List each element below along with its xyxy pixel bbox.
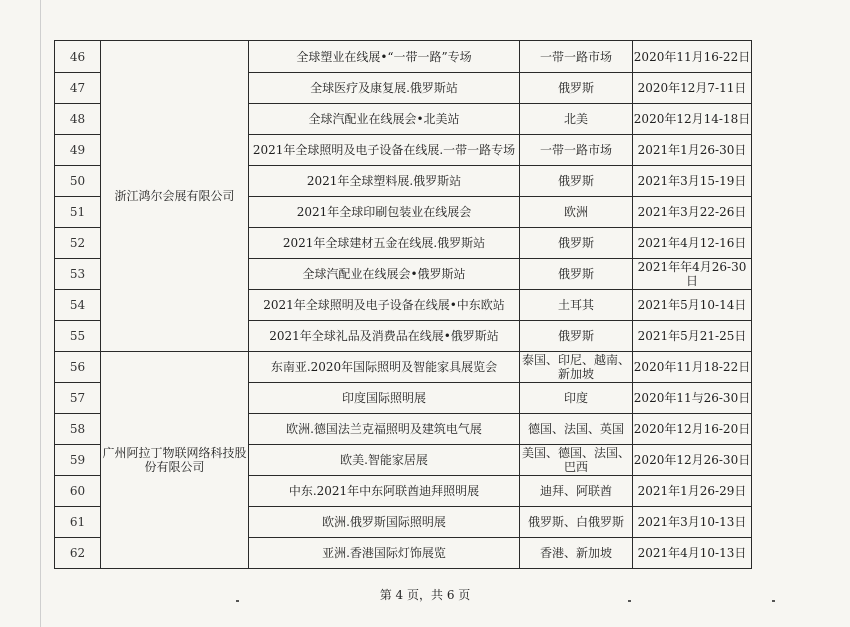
exhibition-date: 2020年12月16-20日: [633, 414, 752, 445]
row-number: 58: [55, 414, 101, 445]
exhibition-date: 2021年3月10-13日: [633, 507, 752, 538]
row-number: 47: [55, 73, 101, 104]
exhibition-name: 欧美.智能家居展: [249, 445, 520, 476]
row-number: 61: [55, 507, 101, 538]
exhibition-date: 2020年11月18-22日: [633, 352, 752, 383]
exhibition-date: 2021年1月26-29日: [633, 476, 752, 507]
target-market: 印度: [520, 383, 633, 414]
target-market: 一带一路市场: [520, 41, 633, 73]
row-number: 54: [55, 290, 101, 321]
row-number: 53: [55, 259, 101, 290]
exhibition-date: 2021年5月10-14日: [633, 290, 752, 321]
exhibition-name: 东南亚.2020年国际照明及智能家具展览会: [249, 352, 520, 383]
target-market: 香港、新加坡: [520, 538, 633, 569]
exhibition-date: 2020年11月16-22日: [633, 41, 752, 73]
exhibition-name: 2021年全球建材五金在线展.俄罗斯站: [249, 228, 520, 259]
target-market: 德国、法国、英国: [520, 414, 633, 445]
exhibition-date: 2020年11与26-30日: [633, 383, 752, 414]
exhibition-name: 印度国际照明展: [249, 383, 520, 414]
exhibition-name: 中东.2021年中东阿联酋迪拜照明展: [249, 476, 520, 507]
target-market: 俄罗斯: [520, 321, 633, 352]
row-number: 51: [55, 197, 101, 228]
target-market: 俄罗斯、白俄罗斯: [520, 507, 633, 538]
exhibition-name: 2021年全球照明及电子设备在线展•中东欧站: [249, 290, 520, 321]
exhibition-table: [54, 40, 752, 569]
exhibition-name: 欧洲.德国法兰克福照明及建筑电气展: [249, 414, 520, 445]
target-market: 泰国、印尼、越南、新加坡: [520, 352, 633, 383]
target-market: 俄罗斯: [520, 166, 633, 197]
exhibition-date: 2021年4月10-13日: [633, 538, 752, 569]
row-number: 59: [55, 445, 101, 476]
exhibition-date: 2021年5月21-25日: [633, 321, 752, 352]
exhibition-date: 2020年12月14-18日: [633, 104, 752, 135]
exhibition-name: 2021年全球塑料展.俄罗斯站: [249, 166, 520, 197]
target-market: 迪拜、阿联酋: [520, 476, 633, 507]
company-cell: 广州阿拉丁物联网络科技股份有限公司: [101, 352, 249, 569]
row-number: 55: [55, 321, 101, 352]
exhibition-date: 2021年4月12-16日: [633, 228, 752, 259]
exhibition-name: 全球汽配业在线展会•俄罗斯站: [249, 259, 520, 290]
target-market: 俄罗斯: [520, 228, 633, 259]
exhibition-name: 全球塑业在线展•“一带一路”专场: [249, 41, 520, 73]
page-footer: 第 4 页，共 6 页: [379, 588, 471, 602]
target-market: 北美: [520, 104, 633, 135]
exhibition-name: 2021年全球礼品及消费品在线展•俄罗斯站: [249, 321, 520, 352]
row-number: 50: [55, 166, 101, 197]
table-row: [55, 352, 752, 383]
exhibition-date: 2021年1月26-30日: [633, 135, 752, 166]
target-market: 美国、德国、法国、巴西: [520, 445, 633, 476]
row-number: 56: [55, 352, 101, 383]
page-edge-shadow: [40, 0, 41, 627]
row-number: 57: [55, 383, 101, 414]
scan-speck: [628, 600, 631, 602]
row-number: 52: [55, 228, 101, 259]
exhibition-name: 欧洲.俄罗斯国际照明展: [249, 507, 520, 538]
row-number: 62: [55, 538, 101, 569]
row-number: 49: [55, 135, 101, 166]
target-market: 一带一路市场: [520, 135, 633, 166]
exhibition-date: 2021年年4月26-30日: [633, 259, 752, 290]
exhibition-date: 2021年3月22-26日: [633, 197, 752, 228]
exhibition-name: 2021年全球印刷包装业在线展会: [249, 197, 520, 228]
target-market: 欧洲: [520, 197, 633, 228]
scan-speck: [772, 600, 775, 602]
exhibition-date: 2020年12月26-30日: [633, 445, 752, 476]
row-number: 60: [55, 476, 101, 507]
exhibition-name: 全球汽配业在线展会•北美站: [249, 104, 520, 135]
target-market: 土耳其: [520, 290, 633, 321]
exhibition-name: 2021年全球照明及电子设备在线展.一带一路专场: [249, 135, 520, 166]
scan-speck: [236, 600, 239, 602]
row-number: 48: [55, 104, 101, 135]
target-market: 俄罗斯: [520, 259, 633, 290]
row-number: 46: [55, 41, 101, 73]
exhibition-date: 2020年12月7-11日: [633, 73, 752, 104]
exhibition-name: 全球医疗及康复展.俄罗斯站: [249, 73, 520, 104]
exhibition-date: 2021年3月15-19日: [633, 166, 752, 197]
exhibition-name: 亚洲.香港国际灯饰展览: [249, 538, 520, 569]
target-market: 俄罗斯: [520, 73, 633, 104]
table-row: [55, 41, 752, 73]
company-cell: 浙江鸿尔会展有限公司: [101, 41, 249, 352]
